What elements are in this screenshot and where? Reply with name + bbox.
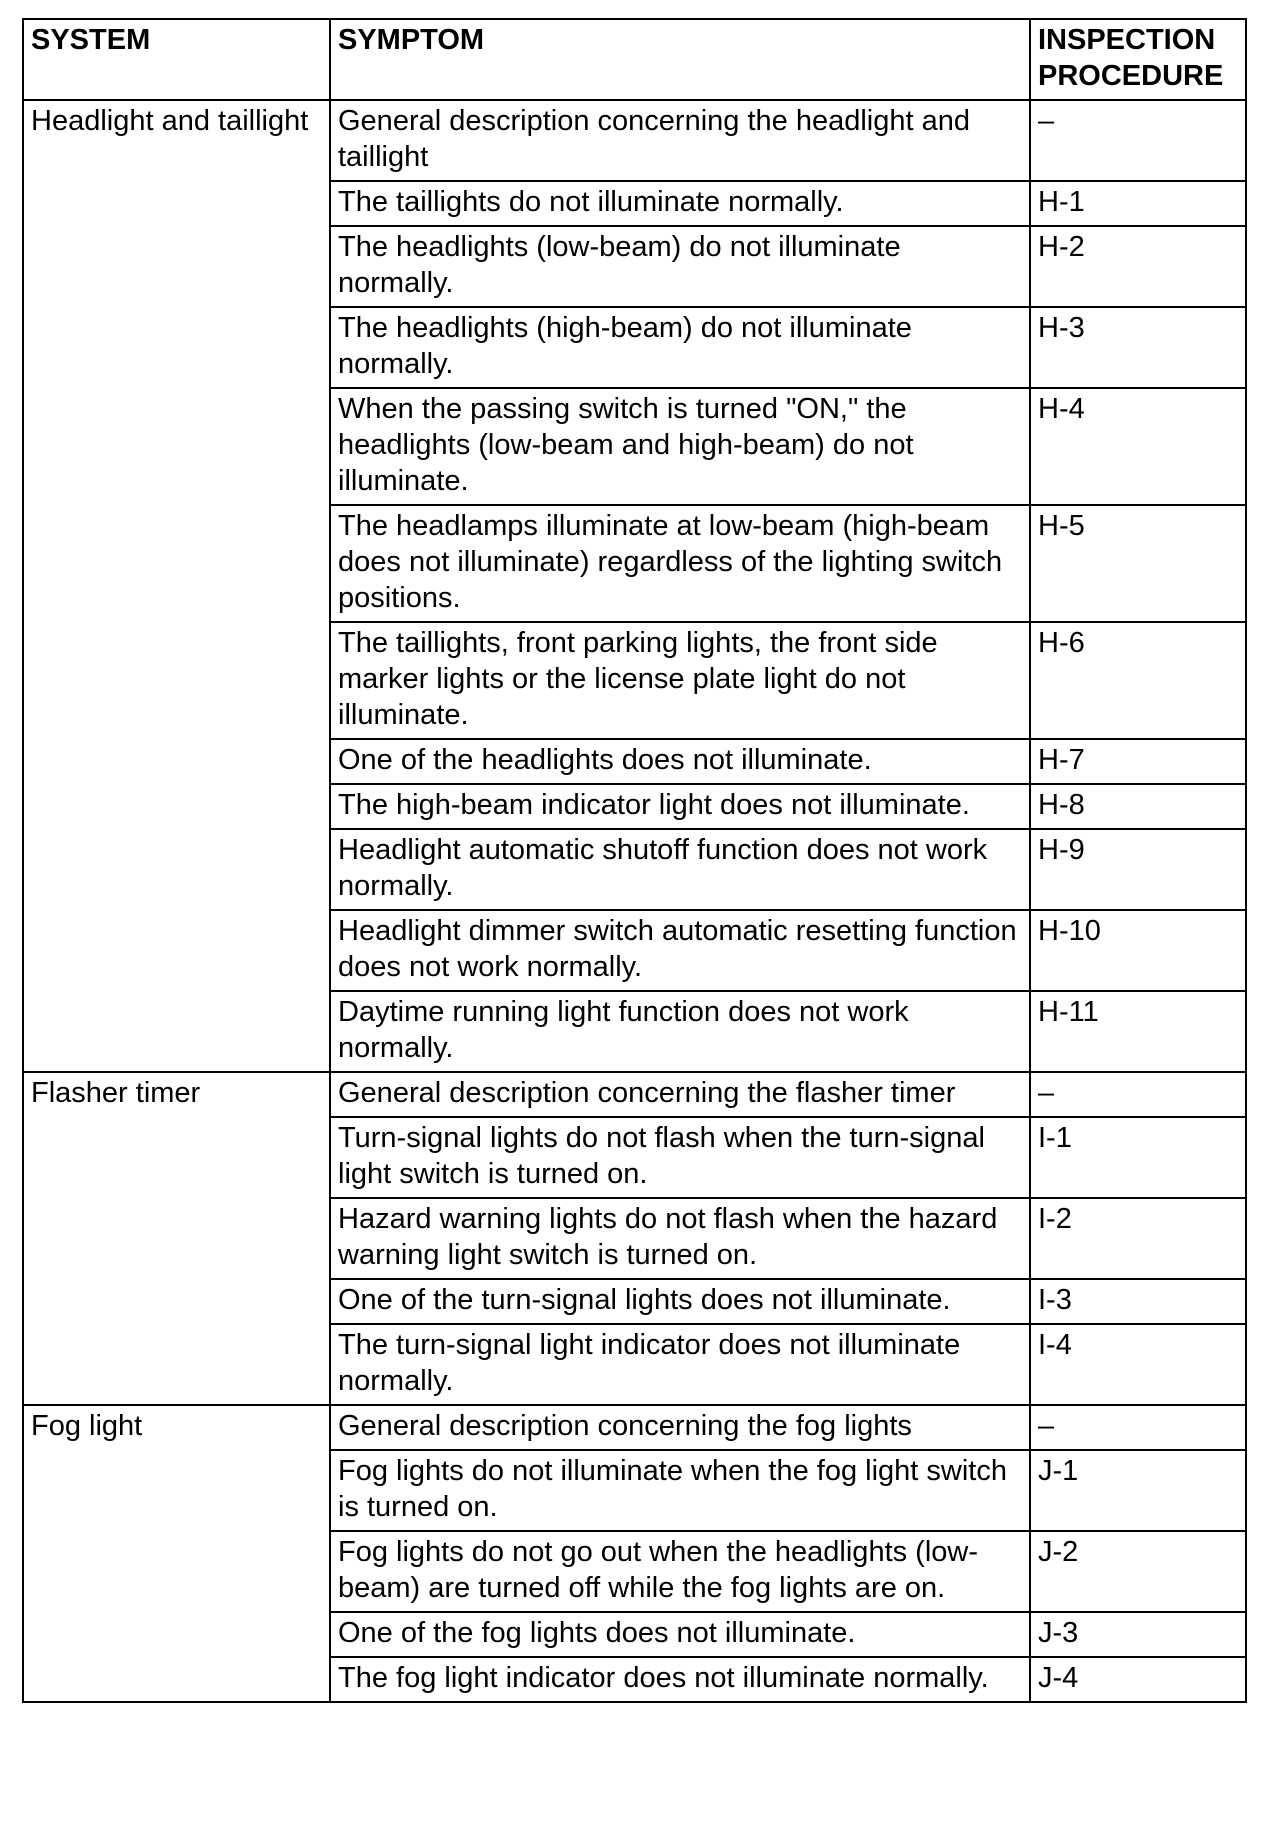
procedure-cell: I-4 (1030, 1324, 1246, 1405)
system-cell: Headlight and taillight (23, 100, 330, 1072)
table-header-row (23, 19, 1246, 100)
procedure-cell: H-10 (1030, 910, 1246, 991)
symptom-cell: General description concerning the flasher timer (330, 1072, 1030, 1117)
procedure-cell: H-3 (1030, 307, 1246, 388)
symptom-cell: Daytime running light function does not work normally. (330, 991, 1030, 1072)
symptom-cell: The taillights do not illuminate normally. (330, 181, 1030, 226)
procedure-cell: H-5 (1030, 505, 1246, 622)
symptom-cell: Turn-signal lights do not flash when the turn-signal light switch is turned on. (330, 1117, 1030, 1198)
procedure-cell: H-4 (1030, 388, 1246, 505)
system-cell: Fog light (23, 1405, 330, 1702)
procedure-cell: H-8 (1030, 784, 1246, 829)
procedure-cell: – (1030, 100, 1246, 181)
procedure-cell: H-11 (1030, 991, 1246, 1072)
header-system: SYSTEM (23, 19, 330, 100)
table-row (23, 1072, 1246, 1117)
procedure-cell: H-6 (1030, 622, 1246, 739)
table-row (23, 100, 1246, 181)
symptom-cell: One of the turn-signal lights does not illuminate. (330, 1279, 1030, 1324)
procedure-cell: H-7 (1030, 739, 1246, 784)
symptom-cell: The headlamps illuminate at low-beam (high-beam does not illuminate) regardless of the lighting switch positions. (330, 505, 1030, 622)
inspection-table (22, 18, 1247, 1703)
symptom-cell: One of the headlights does not illuminate. (330, 739, 1030, 784)
symptom-cell: Fog lights do not go out when the headlights (low-beam) are turned off while the fog lights are on. (330, 1531, 1030, 1612)
header-symptom: SYMPTOM (330, 19, 1030, 100)
header-procedure: INSPECTION PROCEDURE (1030, 19, 1246, 100)
procedure-cell: – (1030, 1405, 1246, 1450)
procedure-cell: H-9 (1030, 829, 1246, 910)
symptom-cell: Headlight dimmer switch automatic resetting function does not work normally. (330, 910, 1030, 991)
procedure-cell: I-3 (1030, 1279, 1246, 1324)
symptom-cell: General description concerning the fog lights (330, 1405, 1030, 1450)
symptom-cell: When the passing switch is turned "ON," the headlights (low-beam and high-beam) do not illuminate. (330, 388, 1030, 505)
table-body (23, 100, 1246, 1702)
symptom-cell: General description concerning the headlight and taillight (330, 100, 1030, 181)
procedure-cell: H-1 (1030, 181, 1246, 226)
symptom-cell: The turn-signal light indicator does not illuminate normally. (330, 1324, 1030, 1405)
procedure-cell: J-3 (1030, 1612, 1246, 1657)
symptom-cell: One of the fog lights does not illuminate. (330, 1612, 1030, 1657)
procedure-cell: – (1030, 1072, 1246, 1117)
symptom-cell: Fog lights do not illuminate when the fog light switch is turned on. (330, 1450, 1030, 1531)
symptom-cell: The fog light indicator does not illuminate normally. (330, 1657, 1030, 1702)
procedure-cell: H-2 (1030, 226, 1246, 307)
symptom-cell: The taillights, front parking lights, the front side marker lights or the license plate light do not illuminate. (330, 622, 1030, 739)
table-row (23, 1405, 1246, 1450)
symptom-cell: Headlight automatic shutoff function does not work normally. (330, 829, 1030, 910)
procedure-cell: J-1 (1030, 1450, 1246, 1531)
procedure-cell: J-2 (1030, 1531, 1246, 1612)
symptom-cell: The headlights (high-beam) do not illuminate normally. (330, 307, 1030, 388)
symptom-cell: Hazard warning lights do not flash when the hazard warning light switch is turned on. (330, 1198, 1030, 1279)
system-cell: Flasher timer (23, 1072, 330, 1405)
symptom-cell: The headlights (low-beam) do not illuminate normally. (330, 226, 1030, 307)
procedure-cell: J-4 (1030, 1657, 1246, 1702)
procedure-cell: I-1 (1030, 1117, 1246, 1198)
symptom-cell: The high-beam indicator light does not illuminate. (330, 784, 1030, 829)
procedure-cell: I-2 (1030, 1198, 1246, 1279)
